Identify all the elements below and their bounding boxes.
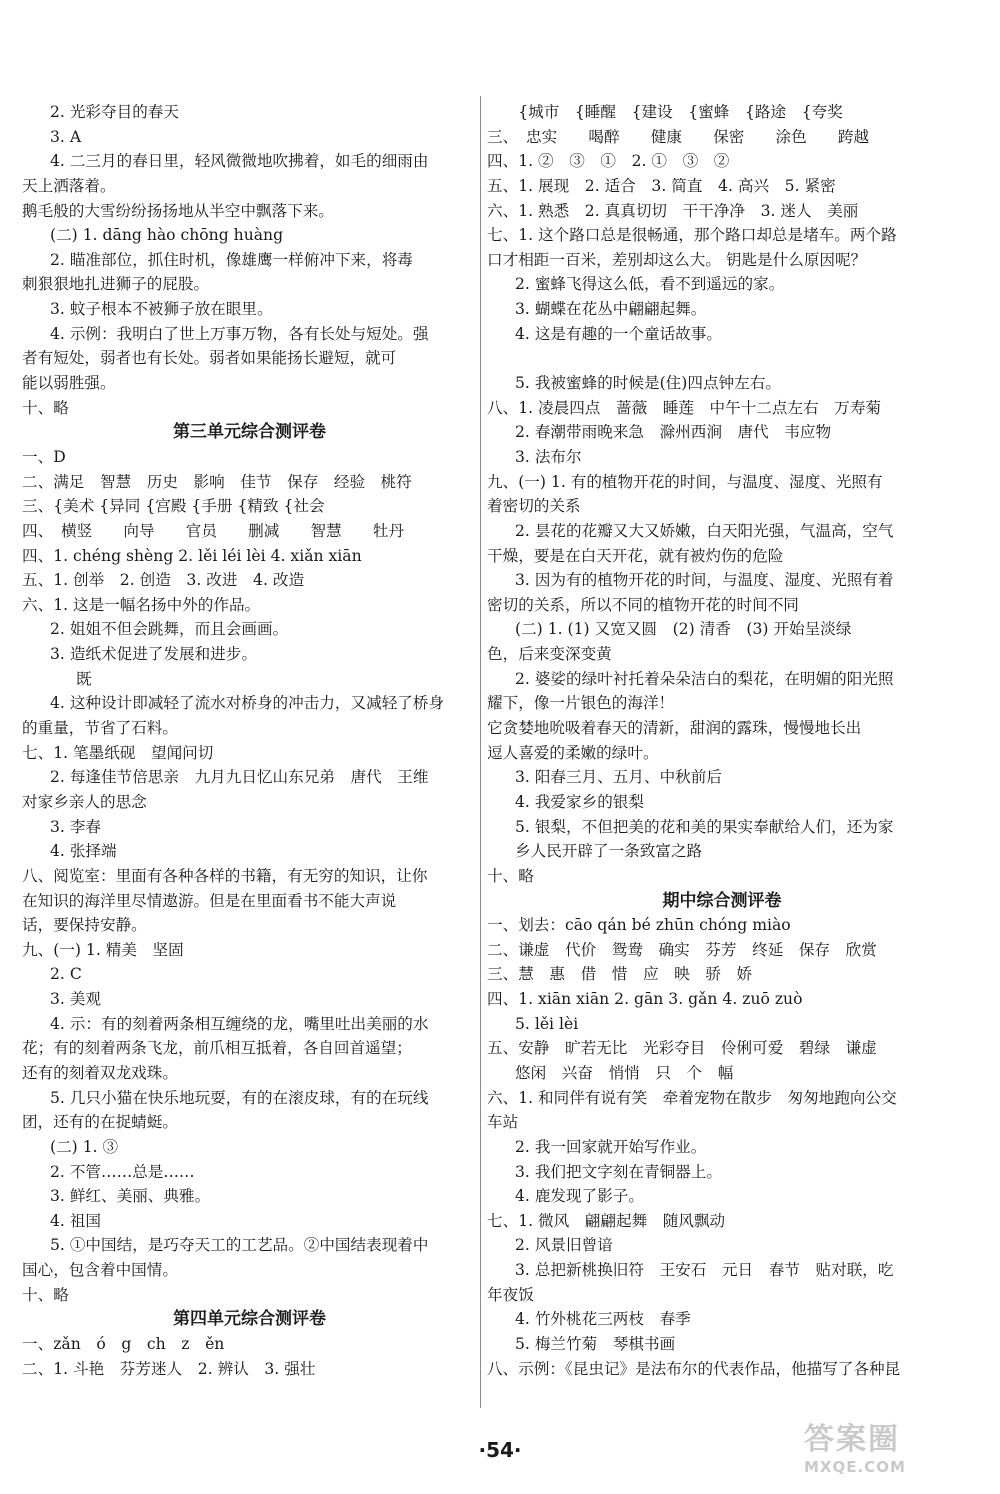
right-answer-line: 四、1. xiān xiān 2. gān 3. gǎn 4. zuō zuò	[487, 990, 803, 1009]
left-answer-line: 2. 每逢佳节倍思亲 九月九日忆山东兄弟 唐代 王维	[50, 768, 429, 787]
left-answer-line: 还有的刻着双龙戏珠。	[22, 1063, 178, 1082]
right-answer-line: 5. 我被蜜蜂的时候是(住)四点钟左右。	[515, 374, 781, 393]
right-answer-line: 七、1. 微风 翩翩起舞 随风飘动	[487, 1211, 726, 1230]
right-answer-line: 三、 忠实 喝醉 健康 保密 涂色 跨越	[487, 127, 870, 146]
left-answer-line: 六、1. 这是一幅名扬中外的作品。	[22, 595, 261, 614]
right-answer-line: 乡人民开辟了一条致富之路	[515, 842, 703, 861]
left-answer-line: 鹅毛般的大雪纷纷扬扬地从半空中飘落下来。	[22, 201, 334, 220]
right-answer-line: 5. 梅兰竹菊 琴棋书画	[515, 1335, 676, 1354]
right-answer-line: 色，后来变深变黄	[487, 645, 612, 664]
left-answer-line: 三、{美术 {异同 {宫殿 {手册 {精致 {社会	[22, 497, 325, 516]
watermark-domain: MXQE.COM	[804, 1458, 906, 1476]
left-answer-line: 花；有的刻着两条飞龙，前爪相互抵着，各自回首遥望；	[22, 1039, 412, 1058]
right-answer-line: 六、1. 和同伴有说有笑 牵着宠物在散步 匆匆地跑向公交	[487, 1088, 897, 1107]
left-answer-line: 能以弱胜强。	[22, 374, 116, 393]
left-answer-line: 的重量，节省了石料。	[22, 719, 178, 738]
page-number: ·54·	[478, 1438, 522, 1462]
left-column	[22, 100, 477, 1381]
left-answer-line: 2. 姐姐不但会跳舞，而且会画画。	[50, 620, 289, 639]
right-answer-line: 九、(一) 1. 有的植物开花的时间，与温度、湿度、光照有	[487, 472, 883, 491]
right-answer-line: 2. 风景旧曾谙	[515, 1236, 613, 1255]
left-answer-line: 国心，包含着中国情。	[22, 1261, 178, 1280]
right-answer-line: 3. 因为有的植物开花的时间，与温度、湿度、光照有着	[515, 571, 894, 590]
watermark	[804, 1414, 974, 1480]
right-answer-line: 5. lěi lèi	[515, 1014, 579, 1033]
left-answer-line: 十、略	[22, 1285, 69, 1304]
left-answer-line: (二) 1. dāng hào chōng huàng	[50, 226, 284, 245]
left-answer-line: 3. 造纸术促进了发展和进步。	[50, 645, 257, 664]
left-answer-line: (二) 1. ③	[50, 1137, 119, 1156]
left-answer-line: 5. 几只小猫在快乐地玩耍，有的在滚皮球，有的在玩线	[50, 1088, 429, 1107]
right-answer-line: 八、1. 凌晨四点 蔷薇 睡莲 中午十二点左右 万寿菊	[487, 398, 882, 417]
right-answer-line: 它贪婪地吮吸着春天的清新，甜润的露珠，慢慢地长出	[487, 719, 862, 738]
left-answer-line: 九、(一) 1. 精美 坚固	[22, 940, 184, 959]
right-answer-line: 2. 蜜蜂飞得这么低，看不到遥远的家。	[515, 275, 785, 294]
left-answer-line: 4. 祖国	[50, 1211, 102, 1230]
right-answer-line: 3. 法布尔	[515, 447, 582, 466]
right-answer-line: 八、示例：《昆虫记》是法布尔的代表作品，他描写了各种昆	[487, 1359, 901, 1378]
right-answer-line: 年夜饭	[487, 1285, 534, 1304]
left-answer-line: 二、满足 智慧 历史 影响 佳节 保存 经验 桃符	[22, 472, 412, 491]
right-answer-line: 三、慧 惠 借 惜 应 映 骄 娇	[487, 965, 753, 984]
left-answer-line: 一、zǎn ó g ch z ěn	[22, 1335, 225, 1354]
left-answer-line: 4. 张择端	[50, 842, 117, 861]
right-answer-line: 着密切的关系	[487, 497, 581, 516]
right-answer-line: 口才相距一百米，差别却这么大。 钥匙是什么原因呢？	[487, 250, 867, 269]
left-answer-line: 3. 鲜红、美丽、典雅。	[50, 1187, 211, 1206]
left-answer-line: 一、D	[22, 447, 66, 466]
left-answer-line: 天上洒落着。	[22, 176, 116, 195]
right-answer-line: (二) 1. (1) 又宽又圆 (2) 清香 (3) 开始呈淡绿	[515, 620, 852, 639]
right-answer-line: 4. 我爱家乡的银梨	[515, 792, 644, 811]
left-answer-line: 2. 瞄准部位，抓住时机，像雄鹰一样俯冲下来，将毒	[50, 250, 413, 269]
left-answer-line: 2. C	[50, 965, 82, 984]
left-answer-line: 团，还有的在捉蜻蜓。	[22, 1113, 178, 1132]
left-answer-line: 在知识的海洋里尽情遨游。但是在里面看书不能大声说	[22, 891, 397, 910]
left-answer-line: 4. 二三月的春日里，轻风微微地吹拂着，如毛的细雨由	[50, 152, 429, 171]
column-divider	[480, 96, 481, 1408]
right-answer-line: 3. 总把新桃换旧符 王安石 元日 春节 贴对联，吃	[515, 1261, 894, 1280]
watermark-logo: 答案圈	[804, 1422, 900, 1457]
right-answer-line: 十、略	[487, 866, 534, 885]
left-answer-line: 十、略	[22, 398, 69, 417]
right-answer-line: 3. 蝴蝶在花丛中翩翩起舞。	[515, 300, 707, 319]
left-answer-line: 2. 光彩夺目的春天	[50, 103, 179, 121]
right-answer-line: 六、1. 熟悉 2. 真真切切 干干净净 3. 迷人 美丽	[487, 201, 859, 220]
right-answer-line: 五、1. 展现 2. 适合 3. 简直 4. 高兴 5. 紧密	[487, 176, 836, 195]
left-answer-line: 话，要保持安静。	[22, 916, 147, 935]
right-answer-line	[487, 346, 957, 371]
right-answer-line: 干燥，要是在白天开花，就有被灼伤的危险	[487, 546, 784, 565]
left-answer-line: 4. 这种设计即减轻了流水对桥身的冲击力，又减轻了桥身	[50, 694, 445, 713]
right-answer-line: {城市 {睡醒 {建设 {蜜蜂 {路途 {夸奖	[487, 103, 843, 121]
right-answer-line: 2. 我一回家就开始写作业。	[515, 1137, 707, 1156]
right-answer-line: 4. 竹外桃花三两枝 春季	[515, 1310, 691, 1329]
right-answer-line: 5. 银梨，不但把美的花和美的果实奉献给人们，还为家	[515, 817, 894, 836]
right-answer-line: 3. 阳春三月、五月、中秋前后	[515, 768, 722, 787]
left-answer-line: 3. 美观	[50, 990, 102, 1009]
right-answer-line: 2. 昙花的花瓣又大又娇嫩，白天阳光强，气温高，空气	[515, 521, 894, 540]
right-answer-line: 悠闲 兴奋 悄悄 只 个 幅	[515, 1063, 734, 1082]
right-answer-line: 4. 这是有趣的一个童话故事。	[515, 324, 722, 343]
right-section-heading: 期中综合测评卷	[662, 890, 782, 911]
left-answer-line: 者有短处，弱者也有长处。弱者如果能扬长避短，就可	[22, 349, 397, 368]
right-answer-line: 二、谦虚 代价 鸳鸯 确实 芬芳 终延 保存 欣赏	[487, 940, 877, 959]
left-answer-line: 2. 不管……总是……	[50, 1162, 195, 1181]
left-answer-line: 4. 示：有的刻着两条相互缠绕的龙，嘴里吐出美丽的水	[50, 1014, 429, 1033]
left-answer-line: 既	[76, 669, 92, 688]
left-answer-line: 四、 横竖 向导 官员 删减 智慧 牡丹	[22, 521, 405, 540]
left-answer-line: 3. 蚊子根本不被狮子放在眼里。	[50, 300, 273, 319]
left-answer-line: 二、1. 斗艳 芬芳迷人 2. 辨认 3. 强壮	[22, 1359, 316, 1378]
right-answer-line: 五、安静 旷若无比 光彩夺目 伶俐可爱 碧绿 谦虚	[487, 1039, 877, 1058]
right-answer-line: 密切的关系，所以不同的植物开花的时间不同	[487, 595, 799, 614]
right-answer-line: 车站	[487, 1113, 519, 1132]
right-answer-line: 2. 婆娑的绿叶衬托着朵朵洁白的梨花，在明媚的阳光照	[515, 669, 894, 688]
right-column	[487, 100, 957, 1381]
left-answer-line: 七、1. 笔墨纸砚 望闻问切	[22, 743, 214, 762]
right-answer-line: 一、划去：cāo qán bé zhūn chóng miào	[487, 916, 791, 935]
right-answer-line: 2. 春潮带雨晚来急 滁州西涧 唐代 韦应物	[515, 423, 832, 442]
right-answer-line: 逗人喜爱的柔嫩的绿叶。	[487, 743, 659, 762]
left-answer-line: 3. 李春	[50, 817, 102, 836]
left-answer-line: 5. ①中国结，是巧夺天工的工艺品。②中国结表现着中	[50, 1236, 429, 1255]
left-answer-line: 八、阅览室：里面有各种各样的书籍，有无穷的知识，让你	[22, 866, 428, 885]
right-answer-line: 四、1. ② ③ ① 2. ① ③ ②	[487, 152, 730, 171]
left-section-heading: 第三单元综合测评卷	[173, 422, 326, 443]
left-answer-line: 五、1. 创举 2. 创造 3. 改进 4. 改造	[22, 571, 305, 590]
right-answer-line: 耀下，像一片银色的海洋！	[487, 694, 675, 713]
left-answer-line: 对家乡亲人的思念	[22, 792, 147, 811]
left-answer-line: 四、1. chéng shèng 2. lěi léi lèi 4. xiǎn xiān	[22, 546, 362, 565]
left-answer-line: 4. 示例：我明白了世上万事万物，各有长处与短处。强	[50, 324, 429, 343]
left-answer-line: 刺狠狠地扎进狮子的屁股。	[22, 275, 210, 294]
left-answer-line: 3. A	[50, 127, 82, 146]
right-answer-line: 七、1. 这个路口总是很畅通，那个路口却总是堵车。两个路	[487, 226, 897, 245]
right-answer-line: 3. 我们把文字刻在青铜器上。	[515, 1162, 722, 1181]
left-section-heading: 第四单元综合测评卷	[173, 1309, 326, 1330]
right-answer-line: 4. 鹿发现了影子。	[515, 1187, 644, 1206]
